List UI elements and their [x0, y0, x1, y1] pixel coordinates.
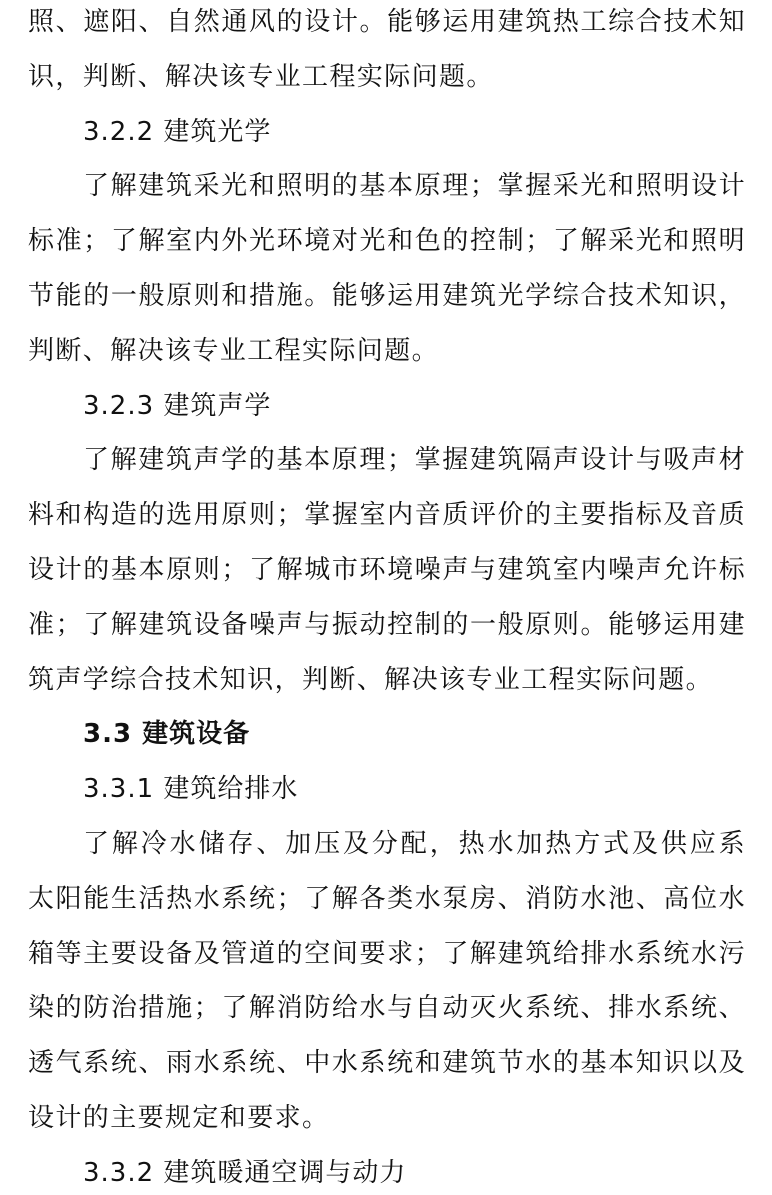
paragraph-line: 太阳能生活热水系统；了解各类水泵房、消防水池、高位水	[28, 883, 746, 914]
paragraph-line: 了解冷水储存、加压及分配，热水加热方式及供应系	[83, 829, 746, 859]
subsection-heading: 3.3.1 建筑给排水	[83, 774, 299, 805]
paragraph-line: 了解建筑声学的基本原理；掌握建筑隔声设计与吸声材	[83, 445, 746, 476]
paragraph-line: 了解建筑采光和照明的基本原理；掌握采光和照明设计	[83, 171, 746, 202]
subsection-heading: 3.3.2 建筑暖通空调与动力	[83, 1157, 407, 1188]
paragraph-line: 箱等主要设备及管道的空间要求；了解建筑给排水系统水污	[28, 938, 746, 969]
paragraph-line: 判断、解决该专业工程实际问题。	[28, 335, 440, 366]
paragraph-line: 照、遮阳、自然通风的设计。能够运用建筑热工综合技术知	[28, 7, 746, 37]
paragraph-line: 透气系统、雨水系统、中水系统和建筑节水的基本知识以及	[28, 1048, 746, 1079]
paragraph-line: 节能的一般原则和措施。能够运用建筑光学综合技术知识，	[28, 281, 746, 311]
paragraph-line: 筑声学综合技术知识，判断、解决该专业工程实际问题。	[28, 664, 714, 695]
paragraph-line: 料和构造的选用原则；掌握室内音质评价的主要指标及音质	[28, 500, 746, 531]
subsection-heading: 3.2.2 建筑光学	[83, 116, 272, 147]
paragraph-line: 设计的主要规定和要求。	[28, 1103, 330, 1133]
paragraph-line: 识，判断、解决该专业工程实际问题。	[28, 61, 494, 92]
paragraph-line: 准；了解建筑设备噪声与振动控制的一般原则。能够运用建	[28, 609, 746, 640]
paragraph-line: 标准；了解室内外光环境对光和色的控制；了解采光和照明	[28, 226, 746, 257]
paragraph-line: 设计的基本原则；了解城市环境噪声与建筑室内噪声允许标	[28, 555, 746, 585]
section-heading: 3.3 建筑设备	[83, 719, 251, 750]
paragraph-line: 染的防治措施；了解消防给水与自动灭火系统、排水系统、	[28, 993, 746, 1024]
subsection-heading: 3.2.3 建筑声学	[83, 390, 272, 421]
